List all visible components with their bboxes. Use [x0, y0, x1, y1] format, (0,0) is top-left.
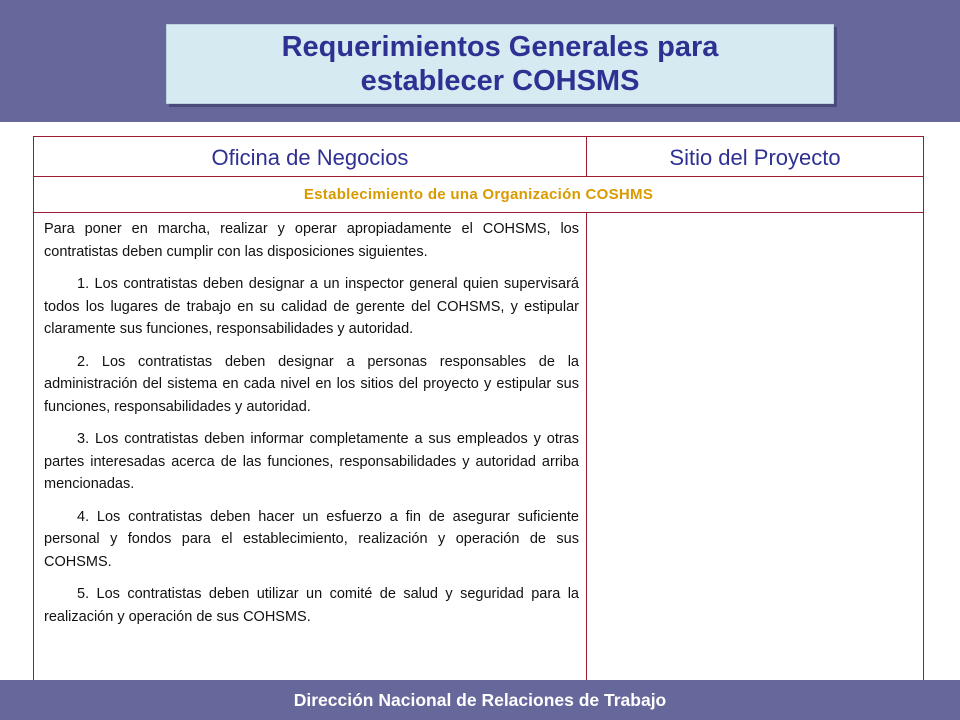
footer-band	[0, 680, 960, 720]
requirements-table	[33, 136, 924, 703]
page-title-line-1: Requerimientos Generales para	[281, 31, 719, 63]
content-row	[34, 213, 924, 703]
table-header-row	[34, 137, 924, 177]
footer-text: Dirección Nacional de Relaciones de Trabajo	[293, 689, 667, 710]
header-band	[0, 0, 960, 122]
list-item: 2. Los contratistas deben designar a personas responsables de la administración del sistema en cada nivel en los sitios del proyecto y estipular sus funciones, responsabilidades y autoridad.	[44, 353, 579, 415]
list-item: 5. Los contratistas deben utilizar un comité de salud y seguridad para la realización y operación de sus COHSMS.	[44, 586, 579, 625]
section-title: Establecimiento de una Organización COSHMS	[34, 177, 924, 213]
section-row	[34, 177, 924, 213]
project-site-content-cell	[587, 213, 924, 703]
column-header-office: Oficina de Negocios	[34, 137, 587, 177]
list-item: 4. Los contratistas deben hacer un esfuerzo a fin de asegurar suficiente personal y fondos para el establecimiento, realización y operación de sus COHSMS.	[44, 508, 579, 570]
page-title-line-2: establecer COHSMS	[360, 65, 640, 97]
column-header-project-site: Sitio del Proyecto	[587, 137, 924, 177]
office-content-cell	[34, 213, 587, 703]
list-item: 1. Los contratistas deben designar a un inspector general quien supervisará todos los lugares de trabajo en su calidad de gerente del COHSMS, y estipular claramente sus funciones, responsabilidades y autoridad.	[44, 276, 579, 337]
title-box	[166, 24, 834, 104]
list-item: 3. Los contratistas deben informar completamente a sus empleados y otras partes interesadas acerca de las funciones, responsabilidades y autoridad arriba mencionadas.	[44, 431, 579, 492]
intro-paragraph: Para poner en marcha, realizar y operar apropiadamente el COHSMS, los contratistas deben cumplir con las disposiciones siguientes.	[44, 221, 579, 260]
